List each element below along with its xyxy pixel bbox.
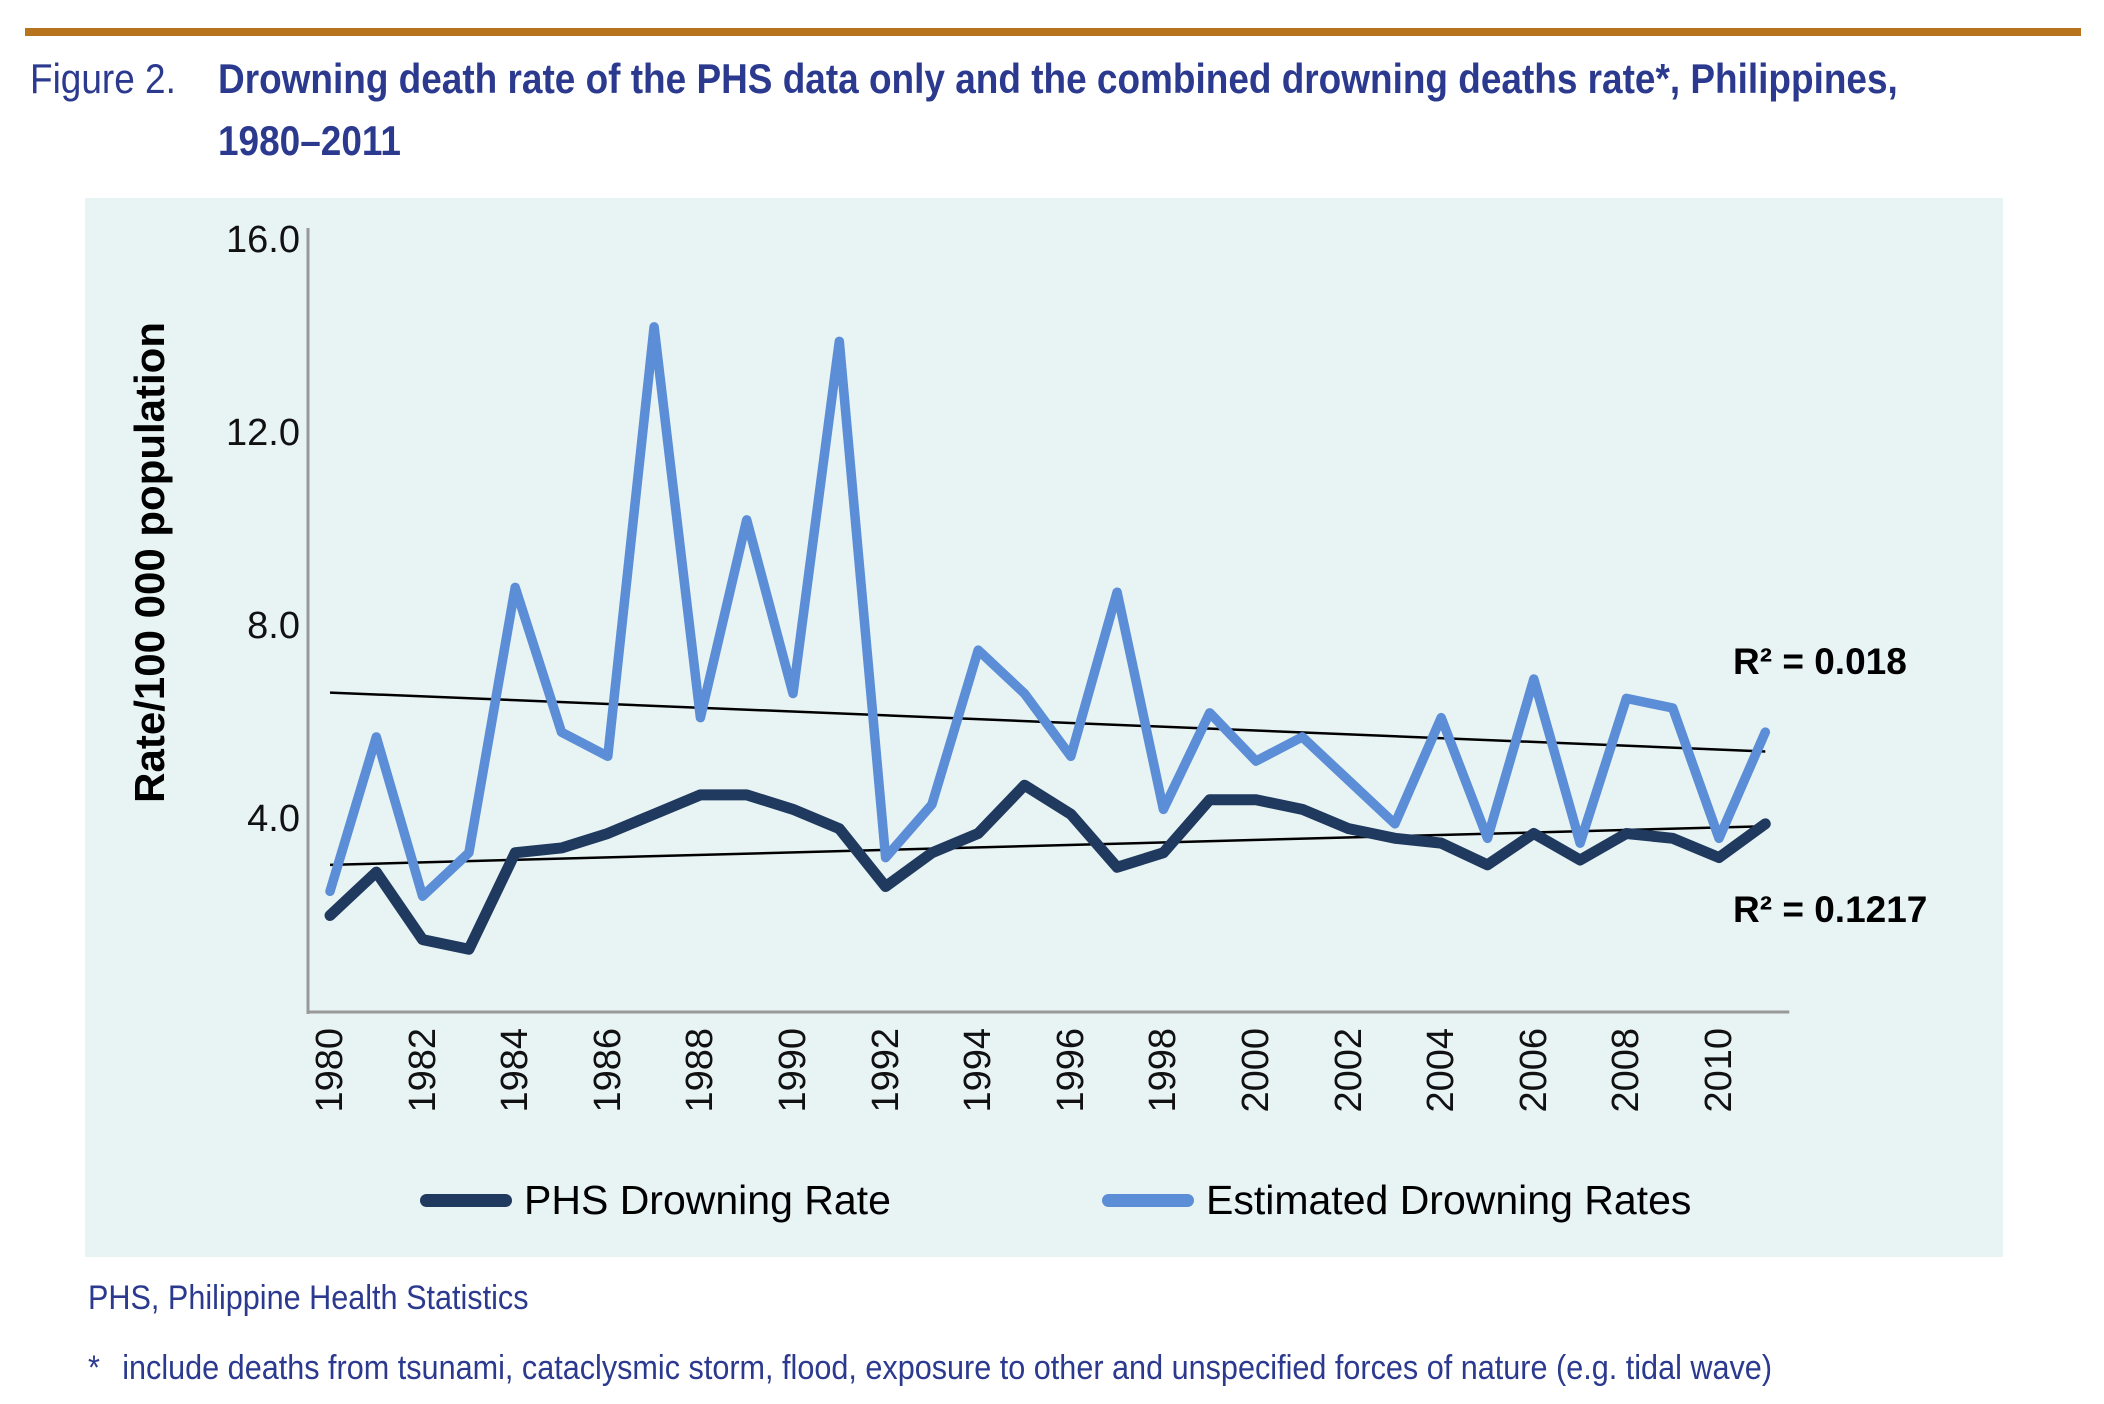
figure-title-line2: 1980–2011	[218, 117, 401, 164]
series-1	[330, 327, 1765, 896]
x-tick-2000: 2000	[1235, 1028, 1277, 1113]
footnote-asterisk	[88, 1348, 1772, 1388]
legend-label-phs: PHS Drowning Rate	[524, 1177, 891, 1223]
x-tick-2010: 2010	[1698, 1028, 1740, 1113]
x-tick-2004: 2004	[1420, 1028, 1463, 1113]
x-tick-1982: 1982	[401, 1028, 444, 1113]
x-tick-1992: 1992	[864, 1028, 907, 1113]
x-tick-1986: 1986	[586, 1028, 629, 1113]
asterisk: *	[88, 1349, 100, 1387]
figure-label: Figure 2.	[30, 55, 176, 102]
x-tick-2006: 2006	[1512, 1028, 1555, 1113]
footnote-asterisk-text: include deaths from tsunami, cataclysmic storm, flood, exposure to other and unspecified forces of nature (e.g. tidal wave)	[122, 1349, 1773, 1387]
figure-title-line1: Drowning death rate of the PHS data only and the combined drowning deaths rate*, Philippines,	[218, 55, 1898, 102]
x-tick-2008: 2008	[1605, 1028, 1648, 1113]
x-tick-1990: 1990	[772, 1028, 814, 1113]
x-tick-1988: 1988	[679, 1028, 722, 1113]
r2-annotation-phs: R² = 0.1217	[1733, 889, 1928, 930]
y-tick-16.0: 16.0	[226, 219, 300, 261]
x-tick-1996: 1996	[1049, 1028, 1092, 1113]
x-tick-1994: 1994	[957, 1028, 1000, 1113]
y-tick-8.0: 8.0	[247, 605, 300, 647]
r2-annotation-estimated: R² = 0.018	[1733, 641, 1907, 682]
series-0	[330, 785, 1765, 949]
y-tick-4.0: 4.0	[247, 798, 300, 840]
x-tick-1998: 1998	[1142, 1028, 1185, 1113]
x-tick-2002: 2002	[1327, 1028, 1370, 1113]
legend-label-estimated: Estimated Drowning Rates	[1206, 1177, 1692, 1223]
legend-swatch-phs	[420, 1194, 512, 1207]
x-tick-1980: 1980	[309, 1028, 351, 1113]
footnote-phs-definition: PHS, Philippine Health Statistics	[88, 1279, 529, 1317]
legend-swatch-estimated	[1102, 1194, 1194, 1207]
y-axis-title: Rate/100 000 population	[126, 322, 173, 803]
x-tick-1984: 1984	[494, 1028, 537, 1113]
y-tick-12.0: 12.0	[226, 412, 300, 454]
